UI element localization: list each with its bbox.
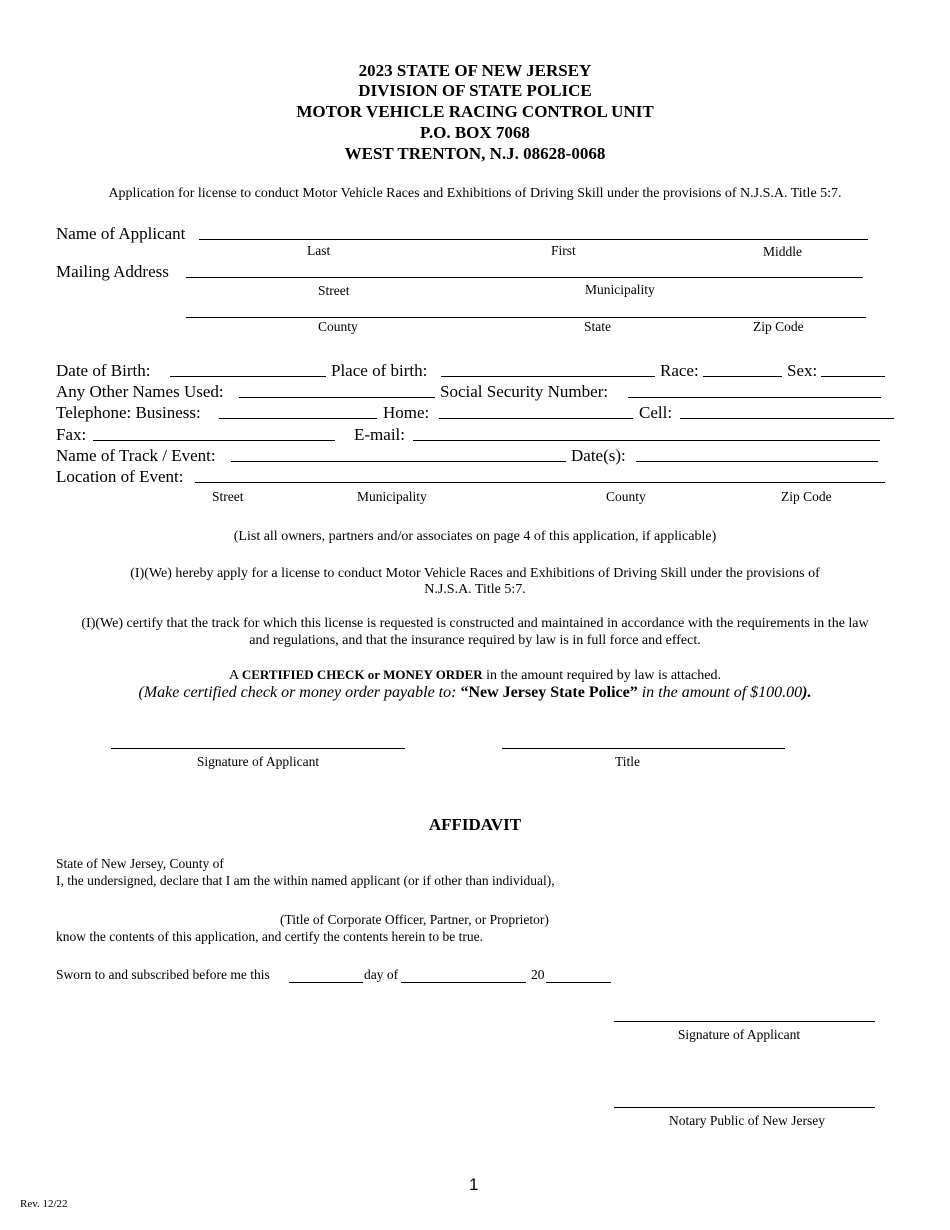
year-prefix: 20 bbox=[531, 967, 545, 982]
fax-label: Fax: bbox=[56, 425, 87, 444]
header-line-5: WEST TRENTON, N.J. 08628-0068 bbox=[344, 144, 606, 163]
location-street-caption: Street bbox=[212, 489, 244, 504]
affidavit-declare: I, the undersigned, declare that I am the within named applicant (or if other than individual), bbox=[56, 873, 555, 888]
dob-field[interactable] bbox=[170, 376, 326, 377]
owners-note: (List all owners, partners and/or associates on page 4 of this application, if applicable) bbox=[233, 529, 717, 544]
other-names-field[interactable] bbox=[239, 397, 435, 398]
street-caption: Street bbox=[318, 283, 350, 298]
header-line-3: MOTOR VEHICLE RACING CONTROL UNIT bbox=[296, 102, 654, 121]
payable-note bbox=[0, 684, 950, 702]
middle-caption: Middle bbox=[763, 244, 802, 259]
header-line-1: 2023 STATE OF NEW JERSEY bbox=[358, 61, 592, 80]
track-event-label: Name of Track / Event: bbox=[56, 446, 216, 465]
county-caption: County bbox=[318, 319, 358, 334]
sworn-year-field[interactable] bbox=[546, 982, 611, 983]
first-caption: First bbox=[551, 243, 576, 258]
other-names-label: Any Other Names Used: bbox=[56, 382, 224, 401]
affidavit-heading: AFFIDAVIT bbox=[428, 815, 522, 834]
location-label: Location of Event: bbox=[56, 467, 184, 486]
cell-phone-field[interactable] bbox=[680, 418, 894, 419]
dates-field[interactable] bbox=[636, 461, 878, 462]
cell-label: Cell: bbox=[639, 403, 673, 422]
certify-line-2: and regulations, and that the insurance required by law is in full force and effect. bbox=[249, 633, 701, 648]
mailing-street-field[interactable] bbox=[186, 277, 863, 278]
race-label: Race: bbox=[660, 361, 699, 380]
day-of-label: day of bbox=[364, 967, 399, 982]
title-field[interactable] bbox=[502, 748, 785, 749]
dates-label: Date(s): bbox=[571, 446, 626, 465]
affidavit-know: know the contents of this application, and certify the contents herein to be true. bbox=[56, 929, 483, 944]
applicant-signature-caption: Signature of Applicant bbox=[196, 754, 320, 769]
home-label: Home: bbox=[383, 403, 430, 422]
check-bold: CERTIFIED CHECK or MONEY ORDER bbox=[241, 667, 483, 682]
affidavit-officer-caption: (Title of Corporate Officer, Partner, or Proprietor) bbox=[280, 912, 549, 927]
sworn-label: Sworn to and subscribed before me this bbox=[56, 967, 270, 982]
certified-check-note bbox=[0, 667, 950, 684]
page-number: 1 bbox=[469, 1175, 479, 1194]
certify-line-1: (I)(We) certify that the track for which this license is requested is constructed and maintained in accordance with the requirements in the law bbox=[81, 616, 869, 631]
check-rest: in the amount required by law is attached. bbox=[486, 668, 721, 683]
intro-text: Application for license to conduct Motor Vehicle Races and Exhibitions of Driving Skill under the provisions of N.J.S.A. Title 5:7. bbox=[108, 186, 842, 201]
notary-caption: Notary Public of New Jersey bbox=[669, 1113, 825, 1128]
location-zip-caption: Zip Code bbox=[781, 489, 832, 504]
mailing-county-field[interactable] bbox=[186, 317, 866, 318]
applicant-signature-field[interactable] bbox=[111, 748, 405, 749]
email-label: E-mail: bbox=[354, 425, 405, 444]
mailing-label: Mailing Address bbox=[56, 262, 169, 281]
location-field[interactable] bbox=[195, 482, 885, 483]
payable-part-3: ). bbox=[802, 684, 812, 701]
header-line-4: P.O. BOX 7068 bbox=[420, 123, 530, 142]
apply-line-2: N.J.S.A. Title 5:7. bbox=[424, 582, 526, 597]
telephone-business-field[interactable] bbox=[219, 418, 377, 419]
pob-label: Place of birth: bbox=[331, 361, 428, 380]
ssn-field[interactable] bbox=[628, 397, 881, 398]
ssn-label: Social Security Number: bbox=[440, 382, 609, 401]
payable-bold: “New Jersey State Police” bbox=[460, 684, 638, 701]
municipality-caption: Municipality bbox=[585, 282, 655, 297]
track-event-field[interactable] bbox=[231, 461, 566, 462]
name-label: Name of Applicant bbox=[56, 224, 186, 243]
sworn-day-field[interactable] bbox=[289, 982, 363, 983]
zip-caption: Zip Code bbox=[753, 319, 804, 334]
notary-signature-field[interactable] bbox=[614, 1107, 875, 1108]
last-caption: Last bbox=[307, 243, 331, 258]
fax-field[interactable] bbox=[93, 440, 335, 441]
header-line-2: DIVISION OF STATE POLICE bbox=[358, 81, 592, 100]
state-caption: State bbox=[584, 319, 611, 334]
check-a: A bbox=[229, 668, 239, 683]
revision-label: Rev. 12/22 bbox=[20, 1198, 68, 1210]
email-field[interactable] bbox=[413, 440, 880, 441]
home-phone-field[interactable] bbox=[439, 418, 633, 419]
affidavit-signature-caption: Signature of Applicant bbox=[677, 1027, 801, 1042]
sex-label: Sex: bbox=[787, 361, 818, 380]
affidavit-state-county: State of New Jersey, County of bbox=[56, 856, 224, 871]
sex-field[interactable] bbox=[821, 376, 885, 377]
title-caption: Title bbox=[614, 754, 641, 769]
apply-line-1: (I)(We) hereby apply for a license to conduct Motor Vehicle Races and Exhibitions of Driving Skill under the provisions of bbox=[130, 566, 820, 581]
name-field[interactable] bbox=[199, 239, 868, 240]
payable-part-1: (Make certified check or money order payable to: bbox=[138, 684, 457, 701]
telephone-business-label: Telephone: Business: bbox=[56, 403, 201, 422]
pob-field[interactable] bbox=[441, 376, 655, 377]
location-county-caption: County bbox=[606, 489, 646, 504]
affidavit-signature-field[interactable] bbox=[614, 1021, 875, 1022]
dob-label: Date of Birth: bbox=[56, 361, 151, 380]
sworn-month-field[interactable] bbox=[401, 982, 526, 983]
race-field[interactable] bbox=[703, 376, 782, 377]
payable-part-2: in the amount of $100.00 bbox=[641, 684, 803, 701]
location-municipality-caption: Municipality bbox=[357, 489, 427, 504]
